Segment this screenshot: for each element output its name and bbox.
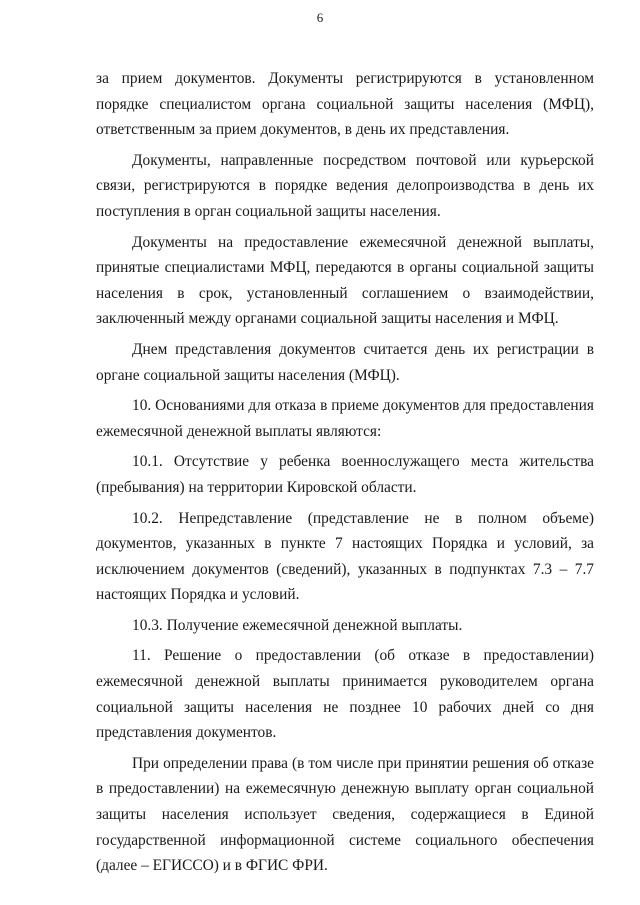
paragraph-submission-day: Днем представления документов считается день их регистрации в органе социальной защиты населения (МФЦ). [96,340,594,384]
paragraph-clause-11: 11. Решение о предоставлении (об отказе в предоставлении) ежемесячной денежной выплаты принимается руководителем органа социальной защиты населения не позднее 10 рабочих дней со дня представления документов. [96,647,594,742]
paragraph-egisso: При определении права (в том числе при принятии решения об отказе в предоставлении) на ежемесячную денежную выплату орган социальной защиты населения использует сведения, содержащиеся в Единой государственной информационной системе социального обеспечения (далее – ЕГИССО) и в ФГИС ФРИ. [96,754,594,875]
paragraph-mfc-transfer: Документы на предоставление ежемесячной денежной выплаты, принятые специалистами МФЦ, передаются в органы социальной защиты населения в срок, установленный соглашением о взаимодействии, заключенный между органами социальной защиты населения и МФЦ. [96,233,594,328]
document-body [96,66,594,884]
paragraph-continuation: за прием документов. Документы регистрируются в установленном порядке специалистом органа социальной защиты населения (МФЦ), ответственным за прием документов, в день их представления. [96,70,594,139]
paragraph-clause-10-2: 10.2. Непредставление (представление не в полном объеме) документов, указанных в пункте 7 настоящих Порядка и условий, за исключением документов (сведений), указанных в подпунктах 7.3 – 7.7 настоящих Порядка и условий. [96,509,594,604]
paragraph-clause-10: 10. Основаниями для отказа в приеме документов для предоставления ежемесячной денежной выплаты являются: [96,397,594,440]
paragraph-clause-10-3: 10.3. Получение ежемесячной денежной выплаты. [132,616,463,634]
paragraph-clause-10-1: 10.1. Отсутствие у ребенка военнослужащего места жительства (пребывания) на территории Кировской области. [96,453,594,496]
page-number: 6 [316,10,324,25]
paragraph-postal-registration: Документы, направленные посредством почтовой или курьерской связи, регистрируются в порядке ведения делопроизводства в день их поступления в орган социальной защиты населения. [96,151,594,220]
